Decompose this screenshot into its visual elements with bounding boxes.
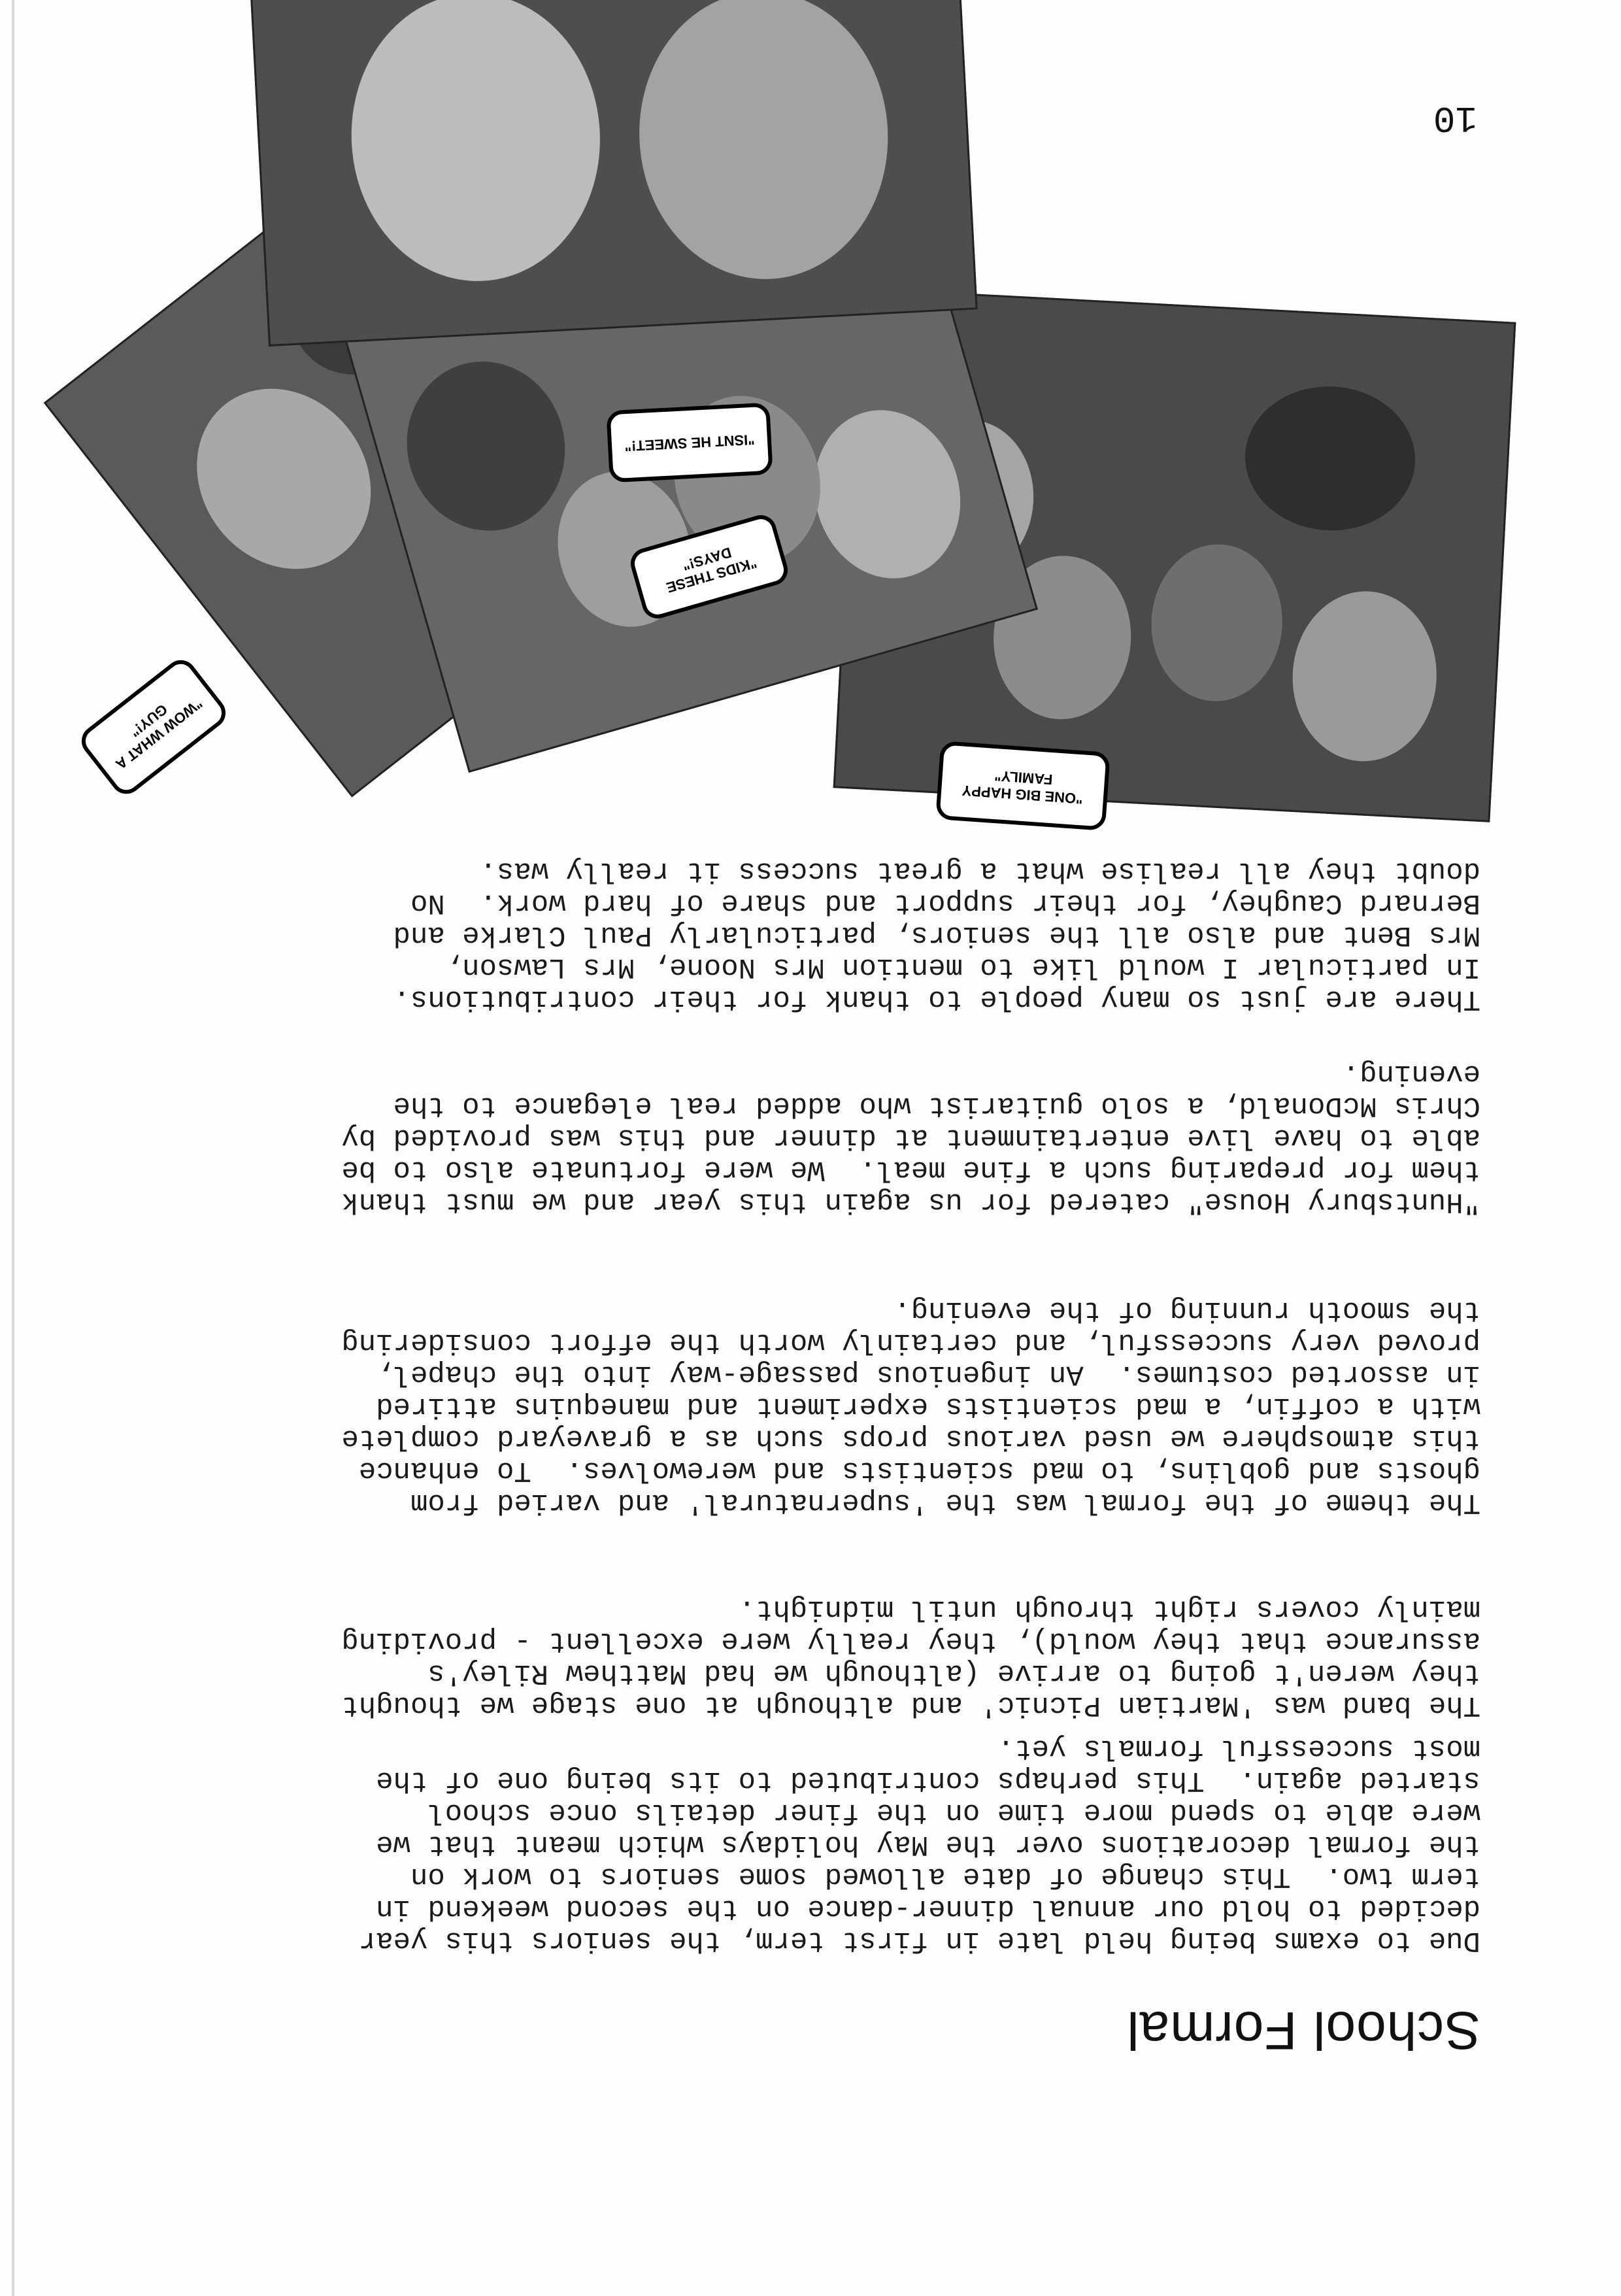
caption-wow-what-a-guy: "WOW WHAT A GUY!" [75,654,231,800]
paragraph-intro: Due to exams being held late in first term, the seniors this year decided to hold our annual dinner-dance on the second weekend in term two. This change of date allowed some seniors to work on the formal decorations over the May holidays which meant that we were able to spend more time on the finer details once school started again. This perhaps contributed to its being one of the most successful formals yet. [358,1732,1480,1957]
photo-two-faces [247,0,977,346]
paragraph-theme: The theme of the formal was the 'supernatural' and varied from ghosts and goblins, to mad scientists and werewolves. To enhance this atmosphere we used various props such as a graveyard complete with a coffin, a mad scientists experiment and manequins attired in assorted costumes. An ingenious passage-way into the chapel, proved very successful, and certainly worth the effort considering the smooth running of the evening. [341,1294,1480,1519]
paragraph-catering: "Huntsbury House" catered for us again this year and we must thank them for preparing such a fine meal. We were fortunate also to be able to have live entertainment at dinner and this was provided by Chris McDonald, a solo guitarist who added real elegance to the evening. [341,1057,1480,1218]
caption-isnt-he-sweet: "ISNT HE SWEET!" [606,403,773,483]
paragraph-band: The band was 'Martian Picnic' and although at one stage we thought they weren't going to arrive (although we had Matthew Riley's assurance that they would), they really were excellent - providing mainly covers right through until midnight. [341,1593,1480,1721]
page-number: 10 [1433,97,1477,139]
paragraph-thanks: There are just so many people to thank for their contributions. In particular I would like to mention Mrs Noone, Mrs Lawson, Mrs Bent and also all the seniors, particularly Paul Clarke and Bernard Caughey, for their support and share of hard work. No doubt they all realise what a great success it really was. [393,854,1480,1015]
page-title: School Formal [1126,2001,1480,2060]
caption-kids-these-days: "KIDS THESE DAYS!" [627,511,791,622]
caption-one-big-happy-family: "ONE BIG HAPPY FAMILY" [935,741,1111,831]
scan-edge-line [12,0,14,2296]
